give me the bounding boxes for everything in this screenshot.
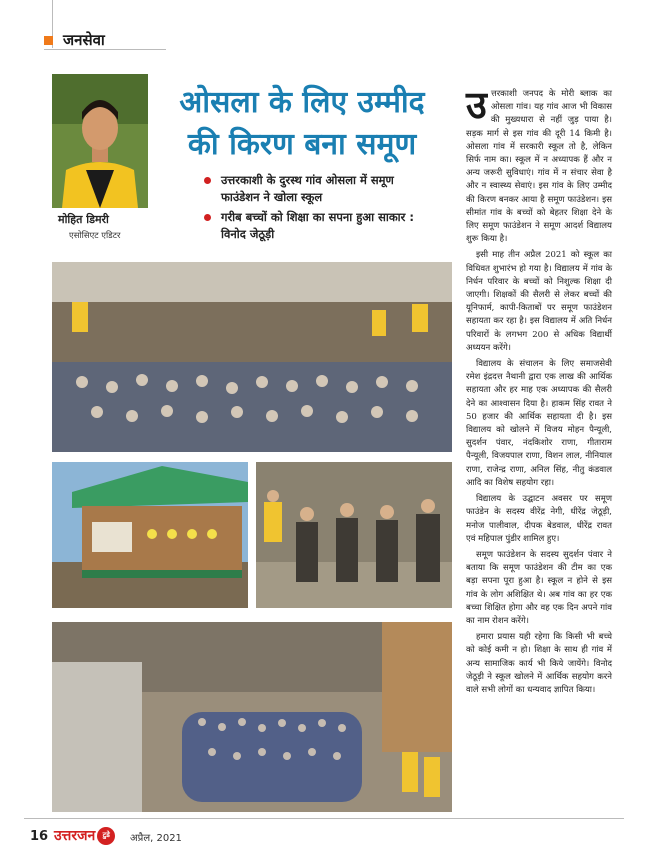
article-paragraph-text: त्तरकाशी जनपद के मोरी ब्लाक का ओसला गांव। यह गांव आज भी विकास की मुख्यधारा से नहीं जुड़ पाया है। सड़क मार्ग से इस गांव की दूरी 14 किमी है। ओसला गांव में सरकारी स्कूल तो है, लेकिन सिर्फ नाम का। स्कूल में न अध्यापक हैं और न अन्य जरूरी सुविधाएं। गांव में न संचार सेवा है और न स्वास्थ्य सेवाएं। इस गांव के लिए उम्मीद की किरण बनकर आया है समूण फाउंडेशन। इस सीमांत गांव के बच्चों को बेहतर शिक्षा देने के लिए समूण फाउंडेशन ने समूण आदर्श विद्यालय शुरू किया है। [466,89,612,245]
issue-date: अप्रैल, 2021 [130,833,182,844]
school-building-photo [52,462,248,608]
article-paragraph: हमारा प्रयास यही रहेगा कि किसी भी बच्चे को कोई कमी न हो। शिक्षा के साथ ही गांव में अन्य सामाजिक कार्य भी किये जायेंगे। विनोद जेठूड़ी ने स्कूल खोलने में आर्थिक सहयोग करने वाले सभी लोगों का धन्यवाद ज्ञापित किया। [466,632,612,695]
page-number: 16 [30,829,49,844]
article-paragraph: विद्यालय के संचालन के लिए समाजसेवी रमेश इंद्रदत्त नैथानी द्वारा एक लाख की आर्थिक सहायता और हर माह एक अध्यापक की सैलरी देने का आश्वासन दिया है। हाकम सिंह रावत ने 50 हजार की आर्थिक सहायता दी है। इस विद्यालय को खोलने में विजय मोहन पैन्यूली, सुदर्शन पंवार, नंदकिशोर राणा, गीताराम पैन्यूली, विजयपाल राणा, विशन लाल, नीनियाल राणा, राजेन्द्र राणा, अनिल सिंह, नीतु कंडवाल आदि का विशेष सहयोग रहा। [466,359,612,488]
section-tag [44,30,105,50]
bullet-dot-icon [204,214,211,221]
logo-badge: टुडे [97,827,115,845]
headline-line-2: की किरण बना समूण [187,127,417,162]
school-photo-illustration [52,462,248,608]
section-square-icon [44,36,53,45]
guests-photo-illustration [256,462,452,608]
author-role: एसोसिएट एडिटर [69,231,121,241]
assembly-photo [52,622,452,812]
logo-word: उत्तरजन [54,828,96,844]
article-body [466,82,612,700]
article-paragraph: इसी माह तीन अप्रैल 2021 को स्कूल का विधिवत शुभारंभ हो गया है। विद्यालय में गांव के निर्धन परिवार के बच्चों को निशुल्क शिक्षा दी जाएगी। शिक्षकों की सैलरी से लेकर बच्चों की यूनिफार्म, कापी-किताबों पर समूण फाउंडेशन सहायता कर रहा है। इस विद्यालय में अति निर्धन परिवारों के लगभग 200 से अधिक विद्यार्थी अध्ययन करेंगे। [466,250,612,353]
highlight-item [204,172,424,206]
author-photo-illustration [52,74,148,208]
group-photo-students [52,262,452,452]
guests-photo [256,462,452,608]
highlight-item [204,209,424,243]
author-photo [52,74,148,208]
article-paragraph: समूण फाउंडेशन के सदस्य सुदर्शन पंवार ने बताया कि समूण फाउंडेशन की टीम का एक बड़ा सपना पूरा हुआ है। स्कूल न होने से इस गांव के लोग अशिक्षित थे। अब गांव का हर एक बच्चा शिक्षित होगा और वह एक दिन अपने गांव का नाम रोशन करेंगे। [466,549,612,626]
magazine-logo [54,826,115,845]
footer-rule [24,818,624,819]
highlights [204,172,424,246]
highlight-text: गरीब बच्चों को शिक्षा का सपना हुआ साकार : विनोद जेठूड़ी [221,210,414,241]
article-paragraph: विद्यालय के उद्घाटन अवसर पर समूण फाउंडेन के सदस्य वीरेंद्र नेगी, धीरेंद्र जेठूड़ी, मनोज पालीवाल, दीपक बेडवाल, धीरेंद्र रावत एवं महिपाल पुंडीर शामिल हुए। [466,494,612,544]
section-rule [44,49,166,50]
headline-line-1: ओसला के लिए उम्मीद [179,85,425,120]
highlight-text: उत्तरकाशी के दुरस्थ गांव ओसला में समूण फाउंडेशन ने खोला स्कूल [221,173,394,204]
author-name: मोहित डिमरी [58,213,109,226]
bullet-dot-icon [204,177,211,184]
section-label: जनसेवा [63,31,105,49]
headline [152,82,452,166]
dropcap: उ [466,82,487,127]
assembly-photo-illustration [52,622,452,812]
group-photo-illustration [52,262,452,452]
article-paragraph [466,82,612,246]
